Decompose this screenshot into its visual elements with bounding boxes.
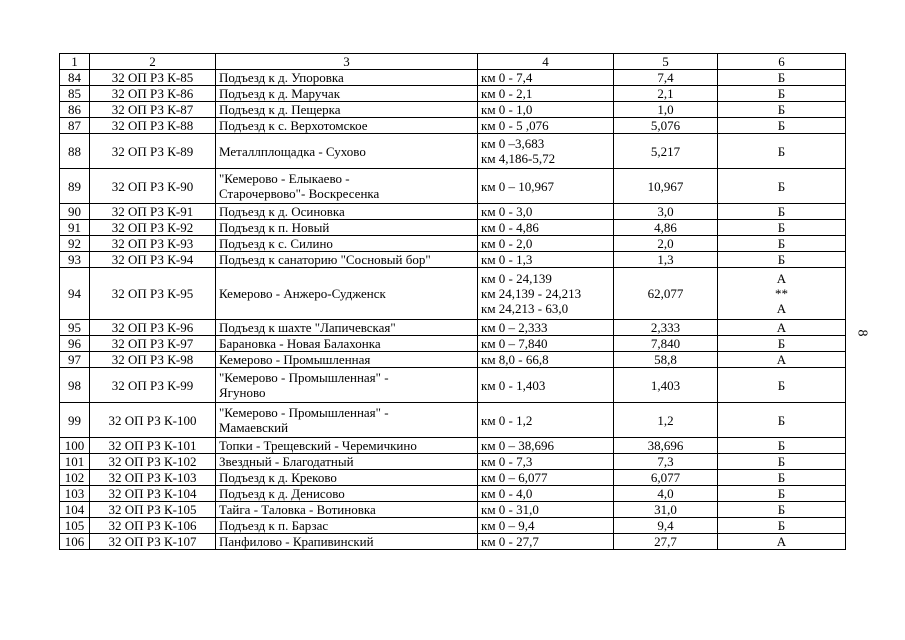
road-name-cell-line: "Кемерово - Елыкаево - [219, 171, 350, 186]
length-cell: 2,0 [614, 236, 718, 252]
length-cell: 2,1 [614, 86, 718, 102]
length-cell: 27,7 [614, 534, 718, 550]
row-number-cell: 96 [60, 336, 90, 352]
road-code-cell: 32 ОП РЗ К-89 [90, 134, 216, 169]
category-cell [718, 438, 846, 454]
road-code-cell: 32 ОП РЗ К-93 [90, 236, 216, 252]
km-range-cell-line: км 0 - 27,7 [481, 534, 539, 549]
km-range-cell [478, 352, 614, 368]
km-range-cell-line: км 0 – 9,4 [481, 518, 535, 533]
row-number-cell: 91 [60, 220, 90, 236]
road-name-cell [216, 252, 478, 268]
row-number-cell: 103 [60, 486, 90, 502]
category-cell [718, 403, 846, 438]
length-cell: 4,0 [614, 486, 718, 502]
road-name-cell [216, 438, 478, 454]
category-cell-line: Б [777, 438, 786, 453]
road-name-cell-line: "Кемерово - Промышленная" - [219, 370, 389, 385]
table-row [60, 118, 846, 134]
category-cell-line: А [776, 301, 787, 316]
table-row [60, 336, 846, 352]
category-cell [718, 470, 846, 486]
road-name-cell-line: Ягуново [219, 385, 266, 400]
length-cell: 38,696 [614, 438, 718, 454]
road-code-cell: 32 ОП РЗ К-107 [90, 534, 216, 550]
road-name-cell [216, 336, 478, 352]
km-range-cell-line: км 0 - 4,86 [481, 220, 539, 235]
road-name-cell [216, 169, 478, 204]
road-name-cell-line: Подъезд к д. Осиновка [219, 204, 345, 219]
category-cell [718, 169, 846, 204]
table-body [60, 70, 846, 550]
km-range-cell [478, 268, 614, 320]
road-code-cell: 32 ОП РЗ К-105 [90, 502, 216, 518]
km-range-cell [478, 86, 614, 102]
header-row [60, 54, 846, 70]
table-row [60, 403, 846, 438]
km-range-cell-line: км 0 – 7,840 [481, 336, 548, 351]
category-cell [718, 220, 846, 236]
category-cell-line: Б [777, 454, 786, 469]
road-name-cell-line: Подъезд к д. Маручак [219, 86, 341, 101]
road-name-cell [216, 118, 478, 134]
road-name-cell [216, 134, 478, 169]
road-name-cell-line: Топки - Трещевский - Черемичкино [219, 438, 417, 453]
table-row [60, 169, 846, 204]
km-range-cell [478, 518, 614, 534]
row-number-cell: 92 [60, 236, 90, 252]
header-col-2: 2 [90, 54, 216, 70]
road-code-cell: 32 ОП РЗ К-106 [90, 518, 216, 534]
km-range-cell [478, 438, 614, 454]
row-number-cell: 84 [60, 70, 90, 86]
category-cell [718, 86, 846, 102]
table-row [60, 534, 846, 550]
length-cell: 10,967 [614, 169, 718, 204]
table-row [60, 502, 846, 518]
road-name-cell [216, 454, 478, 470]
category-cell [718, 534, 846, 550]
category-cell-line: Б [777, 204, 786, 219]
road-code-cell: 32 ОП РЗ К-88 [90, 118, 216, 134]
road-code-cell: 32 ОП РЗ К-104 [90, 486, 216, 502]
row-number-cell: 87 [60, 118, 90, 134]
length-cell: 2,333 [614, 320, 718, 336]
length-cell: 1,0 [614, 102, 718, 118]
road-code-cell: 32 ОП РЗ К-85 [90, 70, 216, 86]
category-cell-line: Б [777, 118, 786, 133]
header-col-1: 1 [60, 54, 90, 70]
table-row [60, 134, 846, 169]
km-range-cell [478, 134, 614, 169]
road-code-cell: 32 ОП РЗ К-87 [90, 102, 216, 118]
km-range-cell-line: км 8,0 - 66,8 [481, 352, 549, 367]
km-range-cell [478, 236, 614, 252]
row-number-cell: 99 [60, 403, 90, 438]
category-cell-line: Б [777, 102, 786, 117]
roads-table [59, 53, 846, 550]
km-range-cell [478, 252, 614, 268]
road-code-cell: 32 ОП РЗ К-91 [90, 204, 216, 220]
road-code-cell: 32 ОП РЗ К-99 [90, 368, 216, 403]
table-row [60, 236, 846, 252]
table-row [60, 220, 846, 236]
km-range-cell [478, 204, 614, 220]
category-cell [718, 268, 846, 320]
road-name-cell-line: Подъезд к п. Барзас [219, 518, 329, 533]
category-cell-line: А [776, 271, 787, 286]
km-range-cell [478, 502, 614, 518]
row-number-cell: 86 [60, 102, 90, 118]
road-name-cell-line: Кемерово - Анжеро-Судженск [219, 286, 386, 301]
road-name-cell-line: Подъезд к д. Креково [219, 470, 337, 485]
road-name-cell [216, 368, 478, 403]
length-cell: 62,077 [614, 268, 718, 320]
table-row [60, 268, 846, 320]
km-range-cell [478, 102, 614, 118]
category-cell-line: Б [777, 220, 786, 235]
row-number-cell: 85 [60, 86, 90, 102]
category-cell [718, 368, 846, 403]
km-range-cell [478, 320, 614, 336]
km-range-cell [478, 70, 614, 86]
header-col-3: 3 [216, 54, 478, 70]
km-range-cell [478, 454, 614, 470]
row-number-cell: 101 [60, 454, 90, 470]
km-range-cell-line: км 0 - 24,139 [481, 271, 552, 286]
table-row [60, 352, 846, 368]
category-cell-line: Б [777, 336, 786, 351]
length-cell: 5,217 [614, 134, 718, 169]
km-range-cell [478, 169, 614, 204]
table-row [60, 368, 846, 403]
km-range-cell-line: км 0 - 1,0 [481, 102, 533, 117]
row-number-cell: 100 [60, 438, 90, 454]
road-name-cell [216, 502, 478, 518]
km-range-cell [478, 118, 614, 134]
category-cell-line: Б [777, 486, 786, 501]
km-range-cell-line: км 0 - 1,3 [481, 252, 533, 267]
category-cell [718, 252, 846, 268]
category-cell [718, 502, 846, 518]
km-range-cell-line: км 24,213 - 63,0 [481, 301, 569, 316]
road-name-cell-line: Старочервово"- Воскресенка [219, 186, 380, 201]
road-code-cell: 32 ОП РЗ К-95 [90, 268, 216, 320]
road-name-cell [216, 352, 478, 368]
road-name-cell [216, 220, 478, 236]
table-row [60, 86, 846, 102]
road-name-cell [216, 486, 478, 502]
table-row [60, 486, 846, 502]
road-code-cell: 32 ОП РЗ К-90 [90, 169, 216, 204]
row-number-cell: 106 [60, 534, 90, 550]
road-name-cell-line: Подъезд к д. Пещерка [219, 102, 341, 117]
row-number-cell: 95 [60, 320, 90, 336]
category-cell [718, 486, 846, 502]
road-name-cell-line: Тайга - Таловка - Вотиновка [219, 502, 376, 517]
km-range-cell-line: км 0 – 38,696 [481, 438, 555, 453]
km-range-cell-line: км 0 – 10,967 [481, 178, 555, 194]
category-cell [718, 204, 846, 220]
road-code-cell: 32 ОП РЗ К-100 [90, 403, 216, 438]
km-range-cell-line: км 24,139 - 24,213 [481, 286, 582, 301]
row-number-cell: 102 [60, 470, 90, 486]
road-code-cell: 32 ОП РЗ К-86 [90, 86, 216, 102]
road-name-cell [216, 70, 478, 86]
km-range-cell [478, 336, 614, 352]
row-number-cell: 105 [60, 518, 90, 534]
length-cell: 5,076 [614, 118, 718, 134]
km-range-cell-line: км 0 - 1,2 [481, 412, 533, 428]
category-cell [718, 352, 846, 368]
km-range-cell-line: км 0 - 4,0 [481, 486, 533, 501]
km-range-cell-line: км 0 - 3,0 [481, 204, 533, 219]
category-cell-line: ** [775, 286, 788, 301]
category-cell-line: Б [777, 178, 786, 194]
road-name-cell-line: Металлплощадка - Сухово [219, 143, 366, 159]
km-range-cell-line: км 0 - 31,0 [481, 502, 539, 517]
row-number-cell: 88 [60, 134, 90, 169]
category-cell [718, 134, 846, 169]
road-name-cell-line: Подъезд к шахте "Лапичевская" [219, 320, 396, 335]
row-number-cell: 89 [60, 169, 90, 204]
length-cell: 1,3 [614, 252, 718, 268]
category-cell-line: Б [777, 518, 786, 533]
category-cell-line: А [776, 534, 787, 549]
category-cell-line: Б [777, 502, 786, 517]
category-cell [718, 336, 846, 352]
road-name-cell-line: Подъезд к с. Силино [219, 236, 333, 251]
table-header [60, 54, 846, 70]
page-number: 8 [854, 329, 870, 337]
length-cell: 7,4 [614, 70, 718, 86]
road-name-cell-line: Панфилово - Крапивинский [219, 534, 374, 549]
category-cell [718, 518, 846, 534]
road-name-cell-line: Звездный - Благодатный [219, 454, 354, 469]
table-row [60, 102, 846, 118]
km-range-cell [478, 486, 614, 502]
category-cell-line: Б [777, 86, 786, 101]
road-name-cell-line: Подъезд к д. Денисово [219, 486, 345, 501]
road-code-cell: 32 ОП РЗ К-101 [90, 438, 216, 454]
header-col-5: 5 [614, 54, 718, 70]
road-name-cell-line: Барановка - Новая Балахонка [219, 336, 381, 351]
length-cell: 6,077 [614, 470, 718, 486]
table-row [60, 518, 846, 534]
km-range-cell [478, 470, 614, 486]
road-name-cell-line: Кемерово - Промышленная [219, 352, 371, 367]
row-number-cell: 98 [60, 368, 90, 403]
km-range-cell [478, 368, 614, 403]
category-cell [718, 236, 846, 252]
road-name-cell-line: Подъезд к п. Новый [219, 220, 330, 235]
category-cell-line: Б [777, 143, 786, 159]
category-cell [718, 102, 846, 118]
km-range-cell-line: км 0 - 2,0 [481, 236, 533, 251]
category-cell-line: А [776, 352, 787, 367]
km-range-cell-line: км 0 –3,683 [481, 136, 545, 151]
km-range-cell-line: км 0 – 6,077 [481, 470, 548, 485]
road-name-cell-line: "Кемерово - Промышленная" - [219, 405, 389, 420]
road-name-cell [216, 236, 478, 252]
km-range-cell-line: км 0 - 7,3 [481, 454, 533, 469]
category-cell-line: Б [777, 412, 786, 428]
row-number-cell: 90 [60, 204, 90, 220]
length-cell: 9,4 [614, 518, 718, 534]
length-cell: 1,403 [614, 368, 718, 403]
category-cell-line: Б [777, 377, 786, 393]
road-name-cell-line: Подъезд к с. Верхотомское [219, 118, 368, 133]
category-cell-line: А [776, 320, 787, 335]
road-code-cell: 32 ОП РЗ К-98 [90, 352, 216, 368]
length-cell: 58,8 [614, 352, 718, 368]
table-row [60, 204, 846, 220]
row-number-cell: 104 [60, 502, 90, 518]
road-code-cell: 32 ОП РЗ К-94 [90, 252, 216, 268]
category-cell-line: Б [777, 470, 786, 485]
km-range-cell-line: км 0 - 7,4 [481, 70, 533, 85]
row-number-cell: 97 [60, 352, 90, 368]
table-row [60, 470, 846, 486]
road-name-cell-line: Подъезд к д. Упоровка [219, 70, 344, 85]
table-row [60, 454, 846, 470]
road-code-cell: 32 ОП РЗ К-92 [90, 220, 216, 236]
table-row [60, 438, 846, 454]
category-cell [718, 320, 846, 336]
km-range-cell [478, 403, 614, 438]
road-name-cell [216, 204, 478, 220]
length-cell: 4,86 [614, 220, 718, 236]
road-name-cell [216, 403, 478, 438]
category-cell-line: Б [777, 252, 786, 267]
road-name-cell-line: Подъезд к санаторию "Сосновый бор" [219, 252, 431, 267]
road-code-cell: 32 ОП РЗ К-103 [90, 470, 216, 486]
km-range-cell-line: км 4,186-5,72 [481, 151, 556, 166]
road-name-cell [216, 534, 478, 550]
category-cell-line: Б [777, 70, 786, 85]
table-row [60, 252, 846, 268]
length-cell: 7,840 [614, 336, 718, 352]
road-code-cell: 32 ОП РЗ К-96 [90, 320, 216, 336]
road-name-cell [216, 268, 478, 320]
category-cell [718, 70, 846, 86]
km-range-cell [478, 534, 614, 550]
road-name-cell [216, 518, 478, 534]
table-row [60, 320, 846, 336]
km-range-cell-line: км 0 - 5 ,076 [481, 118, 549, 133]
table-row [60, 70, 846, 86]
road-code-cell: 32 ОП РЗ К-97 [90, 336, 216, 352]
length-cell: 7,3 [614, 454, 718, 470]
km-range-cell-line: км 0 - 1,403 [481, 377, 546, 393]
row-number-cell: 93 [60, 252, 90, 268]
length-cell: 31,0 [614, 502, 718, 518]
row-number-cell: 94 [60, 268, 90, 320]
length-cell: 1,2 [614, 403, 718, 438]
header-col-4: 4 [478, 54, 614, 70]
road-code-cell: 32 ОП РЗ К-102 [90, 454, 216, 470]
road-name-cell [216, 470, 478, 486]
road-name-cell-line: Мамаевский [219, 420, 289, 435]
road-name-cell [216, 320, 478, 336]
header-col-6: 6 [718, 54, 846, 70]
km-range-cell-line: км 0 – 2,333 [481, 320, 548, 335]
km-range-cell-line: км 0 - 2,1 [481, 86, 533, 101]
road-name-cell [216, 102, 478, 118]
category-cell [718, 118, 846, 134]
km-range-cell [478, 220, 614, 236]
road-name-cell [216, 86, 478, 102]
length-cell: 3,0 [614, 204, 718, 220]
category-cell-line: Б [777, 236, 786, 251]
category-cell [718, 454, 846, 470]
